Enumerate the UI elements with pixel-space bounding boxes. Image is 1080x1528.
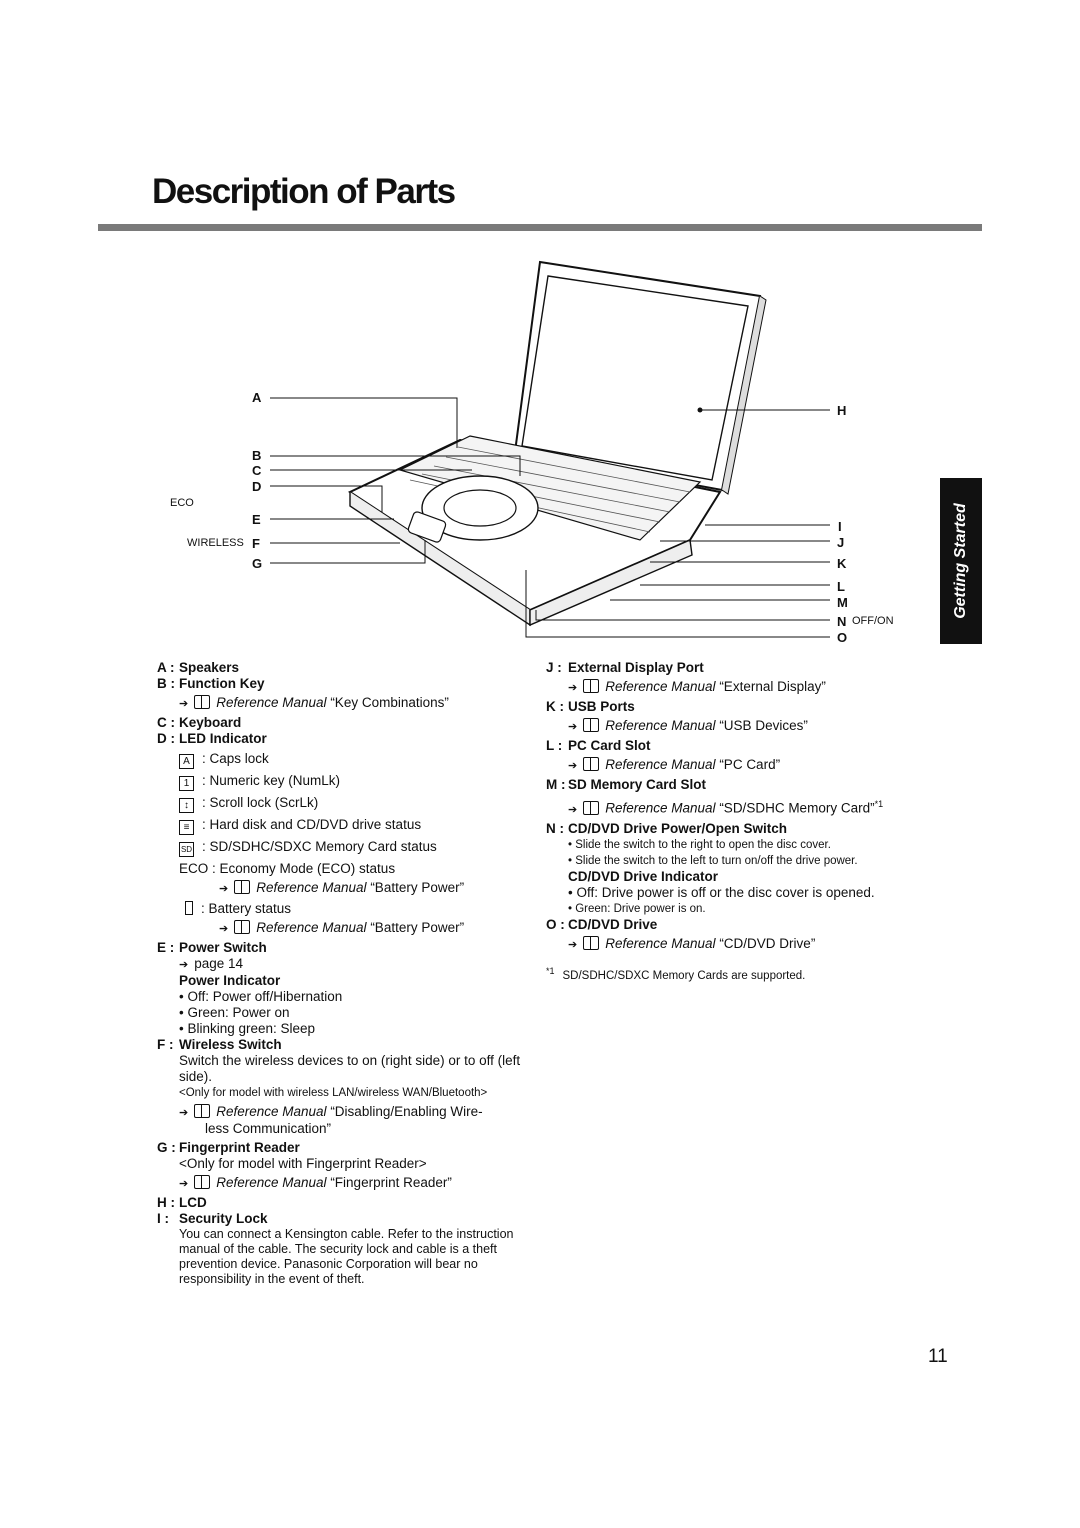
- led-scroll: ↕ : Scroll lock (ScrLk): [179, 795, 537, 813]
- item-k: K : USB Ports: [546, 699, 635, 714]
- dvd-indicator: CD/DVD Drive Indicator: [568, 868, 719, 884]
- wireless-label: WIRELESS: [187, 537, 244, 549]
- i-text: You can connect a Kensington cable. Refer to the instruction manual of the cable. The security lock and cable is a theft prevention device. Panasonic Corporation will bear no responsibility in the event of theft.: [179, 1227, 514, 1286]
- ref-m: ➔ Reference Manual “SD/SDHC Memory Card”$^{*1}$: [568, 799, 884, 816]
- title-rule: [98, 224, 982, 231]
- footnote: $^{*1}$ SD/SDHC/SDXC Memory Cards are supported.: [546, 965, 806, 982]
- label-b: B: [252, 448, 262, 463]
- book-icon: [234, 920, 250, 934]
- power-bullet: • Off: Power off/Hibernation: [179, 989, 343, 1004]
- num-lock-icon: 1: [179, 776, 194, 791]
- ref-b: ➔ Reference Manual “Key Combinations”: [179, 695, 449, 710]
- book-icon: [583, 679, 599, 693]
- n-off-on: OFF/ON: [852, 615, 894, 627]
- arrow-icon: ➔: [568, 682, 578, 694]
- led-sd: SD : SD/SDHC/SDXC Memory Card status: [179, 839, 537, 857]
- label-m: M: [837, 595, 848, 610]
- label-d: D: [252, 479, 262, 494]
- label-a: A: [252, 390, 262, 405]
- f-text: Switch the wireless devices to on (right side) or to off (left side).: [179, 1053, 521, 1084]
- arrow-icon: ➔: [219, 923, 229, 935]
- item-a: A : Speakers: [157, 660, 240, 675]
- label-i: I: [838, 519, 842, 534]
- item-i: I : Security Lock: [157, 1211, 268, 1226]
- eco-label: ECO: [170, 497, 194, 509]
- ref-k: ➔ Reference Manual “USB Devices”: [568, 718, 808, 733]
- book-icon: [194, 1104, 210, 1118]
- label-f: F: [252, 536, 260, 551]
- label-l: L: [837, 579, 845, 594]
- item-l: L : PC Card Slot: [546, 738, 651, 753]
- item-d: D : LED Indicator: [157, 731, 267, 746]
- led-hdd: ≡ : Hard disk and CD/DVD drive status: [179, 817, 537, 835]
- arrow-icon: ➔: [179, 1178, 189, 1190]
- book-icon: [583, 936, 599, 950]
- f-note: <Only for model with wireless LAN/wireless WAN/Bluetooth>: [179, 1087, 488, 1099]
- book-icon: [583, 801, 599, 815]
- book-icon: [194, 695, 210, 709]
- ref-battery: ➔ Reference Manual “Battery Power”: [219, 920, 465, 935]
- book-icon: [194, 1175, 210, 1189]
- led-battery: : Battery status: [179, 901, 537, 917]
- led-caps: A : Caps lock: [179, 751, 537, 769]
- hdd-icon: ≡: [179, 820, 194, 835]
- sd-icon: SD: [179, 842, 194, 857]
- page-title: Description of Parts: [152, 172, 455, 211]
- book-icon: [234, 880, 250, 894]
- n-bullet: • Slide the switch to the right to open the disc cover.: [568, 838, 831, 851]
- caps-lock-icon: A: [179, 754, 194, 769]
- ref-eco: ➔ Reference Manual “Battery Power”: [219, 880, 465, 895]
- label-c: C: [252, 463, 262, 478]
- ref-l: ➔ Reference Manual “PC Card”: [568, 757, 781, 772]
- ref-o: ➔ Reference Manual “CD/DVD Drive”: [568, 935, 816, 951]
- n-sub-bullet: • Green: Drive power is on.: [568, 902, 706, 915]
- led-eco: ECO : Economy Mode (ECO) status: [179, 861, 396, 876]
- page-number: 11: [928, 1346, 948, 1367]
- arrow-icon: ➔: [568, 721, 578, 733]
- scroll-lock-icon: ↕: [179, 798, 194, 813]
- label-g: G: [252, 556, 263, 571]
- arrow-icon: ➔: [568, 938, 578, 951]
- g-note: <Only for model with Fingerprint Reader>: [179, 1156, 427, 1171]
- label-k: K: [837, 556, 847, 571]
- book-icon: [583, 757, 599, 771]
- arrow-icon: ➔: [219, 883, 229, 895]
- item-o: O : CD/DVD Drive: [546, 916, 658, 932]
- n-bullet: • Slide the switch to the left to turn on/off the drive power.: [568, 854, 858, 867]
- item-j: J : External Display Port: [546, 660, 704, 675]
- label-o: O: [837, 630, 848, 645]
- left-column: [157, 660, 537, 1287]
- arrow-icon: ➔: [179, 698, 189, 710]
- item-n: N : CD/DVD Drive Power/Open Switch: [546, 820, 788, 836]
- item-c: C : Keyboard: [157, 715, 242, 730]
- arrow-icon: ➔: [179, 959, 189, 971]
- power-bullet: • Blinking green: Sleep: [179, 1021, 316, 1036]
- label-h: H: [837, 403, 847, 418]
- power-bullet: • Green: Power on: [179, 1005, 290, 1020]
- label-n: N: [837, 614, 847, 629]
- ref-j: ➔ Reference Manual “External Display”: [568, 679, 826, 694]
- ref-g: ➔ Reference Manual “Fingerprint Reader”: [179, 1175, 452, 1190]
- laptop-diagram: [0, 250, 1080, 650]
- battery-icon: [185, 901, 193, 915]
- power-indicator: Power Indicator: [179, 973, 281, 988]
- e-page-ref: ➔ page 14: [179, 956, 244, 971]
- arrow-icon: ➔: [179, 1107, 189, 1119]
- arrow-icon: ➔: [568, 803, 578, 816]
- label-e: E: [252, 512, 261, 527]
- label-j: J: [837, 535, 845, 550]
- item-m: M : SD Memory Card Slot: [546, 777, 707, 792]
- ref-f: ➔ Reference Manual “Disabling/Enabling Wire- less Communication”: [179, 1104, 483, 1136]
- n-sub-bullet: • Off: Drive power is off or the disc cover is opened.: [568, 884, 875, 900]
- led-num: 1 : Numeric key (NumLk): [179, 773, 537, 791]
- arrow-icon: ➔: [568, 760, 578, 772]
- side-tab-label: Getting Started: [952, 503, 969, 619]
- item-h: H : LCD: [157, 1195, 207, 1210]
- right-column: [546, 660, 931, 983]
- book-icon: [583, 718, 599, 732]
- item-g: G : Fingerprint Reader: [157, 1140, 300, 1155]
- item-f: F : Wireless Switch: [157, 1037, 282, 1052]
- item-b: B : Function Key: [157, 676, 265, 691]
- item-e: E : Power Switch: [157, 940, 267, 955]
